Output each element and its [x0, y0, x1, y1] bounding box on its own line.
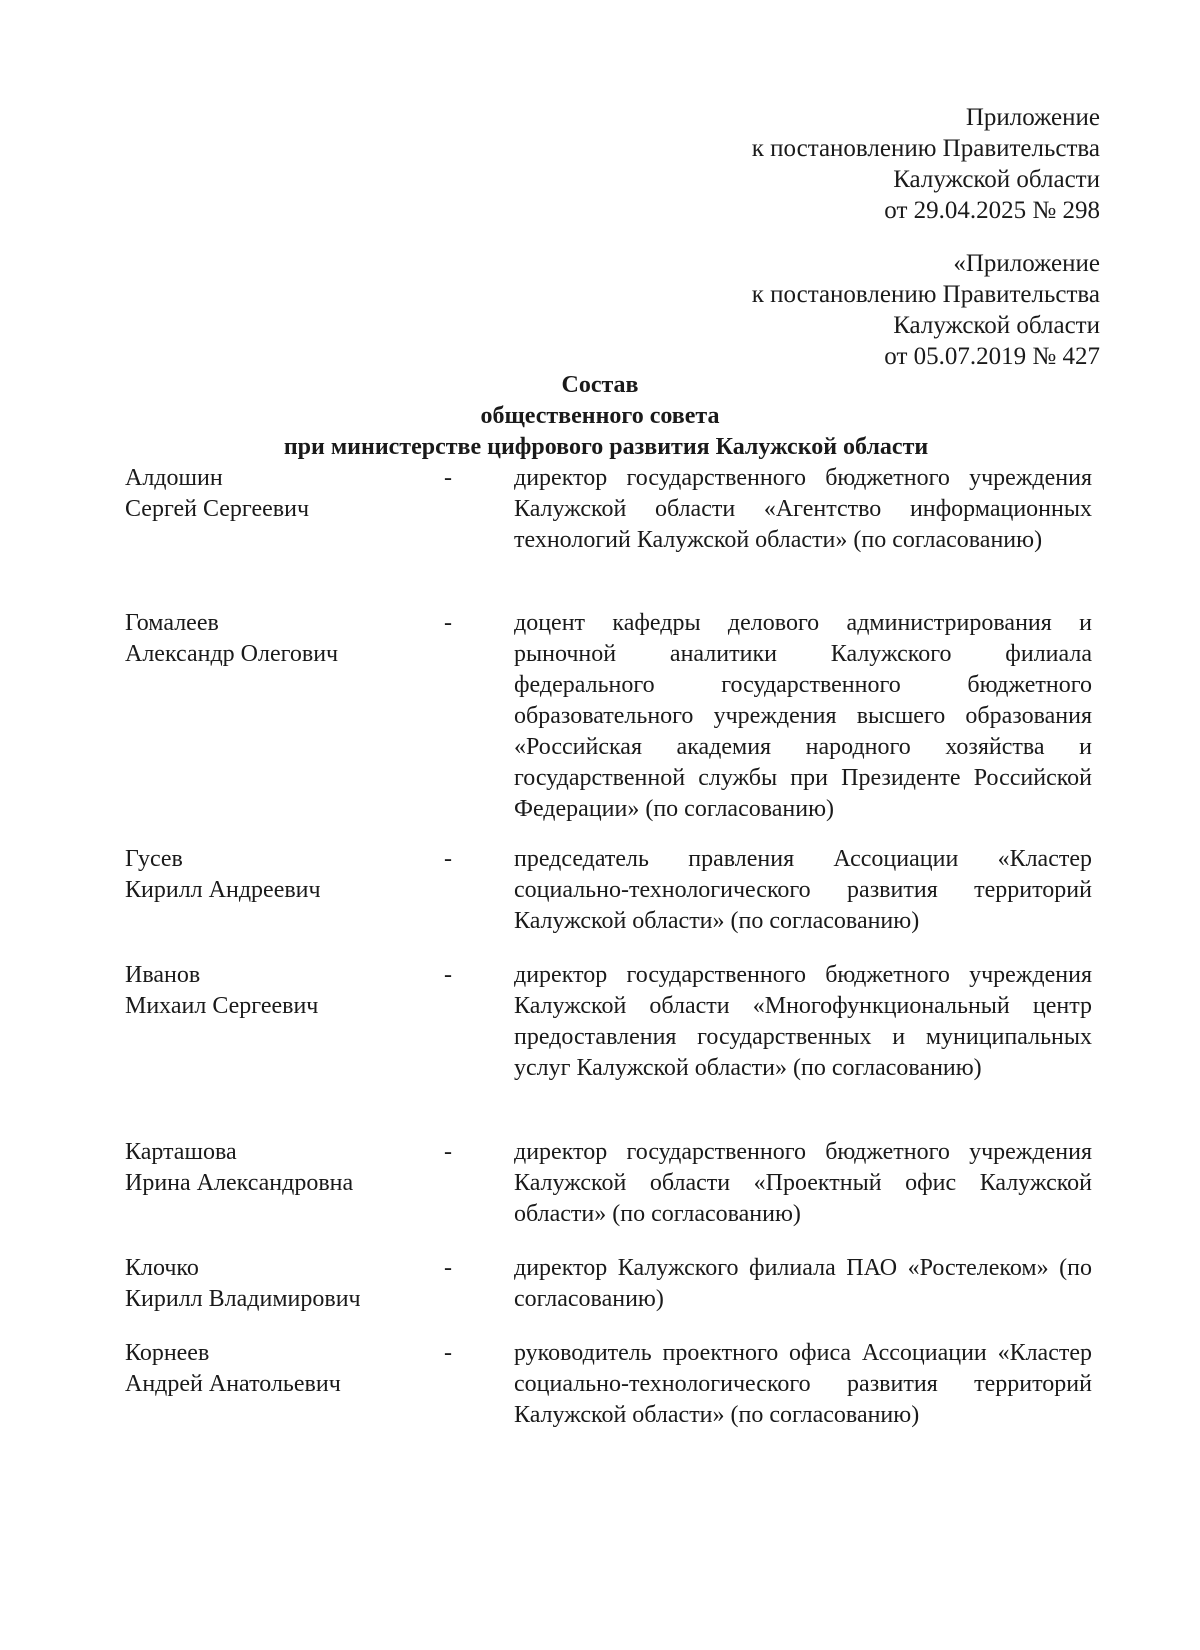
member-role: директор государственного бюджетного учреждения Калужской области «Агентство информационных технологий Калужской области» (по согласованию)	[514, 465, 1092, 553]
member-name	[125, 463, 425, 525]
member-given-names: Кирилл Владимирович	[125, 1286, 361, 1312]
title-line-1: Состав	[561, 372, 639, 398]
member-role: директор государственного бюджетного учреждения Калужской области «Многофункциональный центр предоставления государственных и муниципальных услуг Калужской области» (по согласованию)	[514, 962, 1092, 1081]
member-name	[125, 1253, 425, 1315]
appendix-date-number: от 05.07.2019 № 427	[884, 343, 1100, 370]
member-surname: Иванов	[125, 962, 201, 988]
member-given-names: Кирилл Андреевич	[125, 877, 321, 903]
member-surname: Гомалеев	[125, 610, 219, 636]
appendix-resolution-ref: к постановлению Правительства	[751, 281, 1100, 308]
member-separator: -	[444, 1340, 452, 1366]
member-role: руководитель проектного офиса Ассоциации «Кластер социально-технологического развития территорий Калужской области» (по согласованию)	[514, 1340, 1092, 1428]
member-separator: -	[444, 610, 452, 636]
member-given-names: Михаил Сергеевич	[125, 993, 319, 1019]
member-given-names: Андрей Анатольевич	[125, 1371, 341, 1397]
member-role: председатель правления Ассоциации «Кластер социально-технологического развития территорий Калужской области» (по согласованию)	[514, 846, 1092, 934]
title-line-2: общественного совета	[480, 403, 720, 429]
appendix-date-number: от 29.04.2025 № 298	[884, 197, 1100, 224]
member-surname: Клочко	[125, 1255, 199, 1281]
member-role: доцент кафедры делового администрирования и рыночной аналитики Калужского филиала федерального государственного бюджетного образовательного учреждения высшего образования «Российская академия народного хозяйства и государственной службы при Президенте Российской Федерации» (по согласованию)	[514, 610, 1092, 822]
member-given-names: Ирина Александровна	[125, 1170, 354, 1196]
member-name	[125, 1137, 425, 1199]
title-line-3: при министерстве цифрового развития Калужской области	[283, 434, 929, 460]
member-surname: Гусев	[125, 846, 183, 872]
document-title	[0, 370, 1200, 463]
member-name	[125, 844, 425, 906]
appendix-resolution-ref: к постановлению Правительства	[751, 135, 1100, 162]
member-surname: Карташова	[125, 1139, 237, 1165]
appendix-label: Приложение	[965, 104, 1100, 131]
member-separator: -	[444, 465, 452, 491]
member-separator: -	[444, 846, 452, 872]
member-role: директор государственного бюджетного учреждения Калужской области «Проектный офис Калужской области» (по согласованию)	[514, 1139, 1092, 1227]
member-given-names: Сергей Сергеевич	[125, 496, 310, 522]
appendix-region: Калужской области	[893, 166, 1100, 193]
member-name	[125, 608, 425, 670]
appendix-header-original	[752, 248, 1100, 372]
member-surname: Алдошин	[125, 465, 223, 491]
member-surname: Корнеев	[125, 1340, 210, 1366]
member-separator: -	[444, 962, 452, 988]
appendix-label: «Приложение	[953, 250, 1100, 277]
appendix-header-current	[752, 102, 1100, 226]
member-given-names: Александр Олегович	[125, 641, 339, 667]
member-separator: -	[444, 1255, 452, 1281]
member-name	[125, 960, 425, 1022]
member-separator: -	[444, 1139, 452, 1165]
appendix-region: Калужской области	[893, 312, 1100, 339]
member-role: директор Калужского филиала ПАО «Ростелеком» (по согласованию)	[514, 1255, 1092, 1312]
member-name	[125, 1338, 425, 1400]
